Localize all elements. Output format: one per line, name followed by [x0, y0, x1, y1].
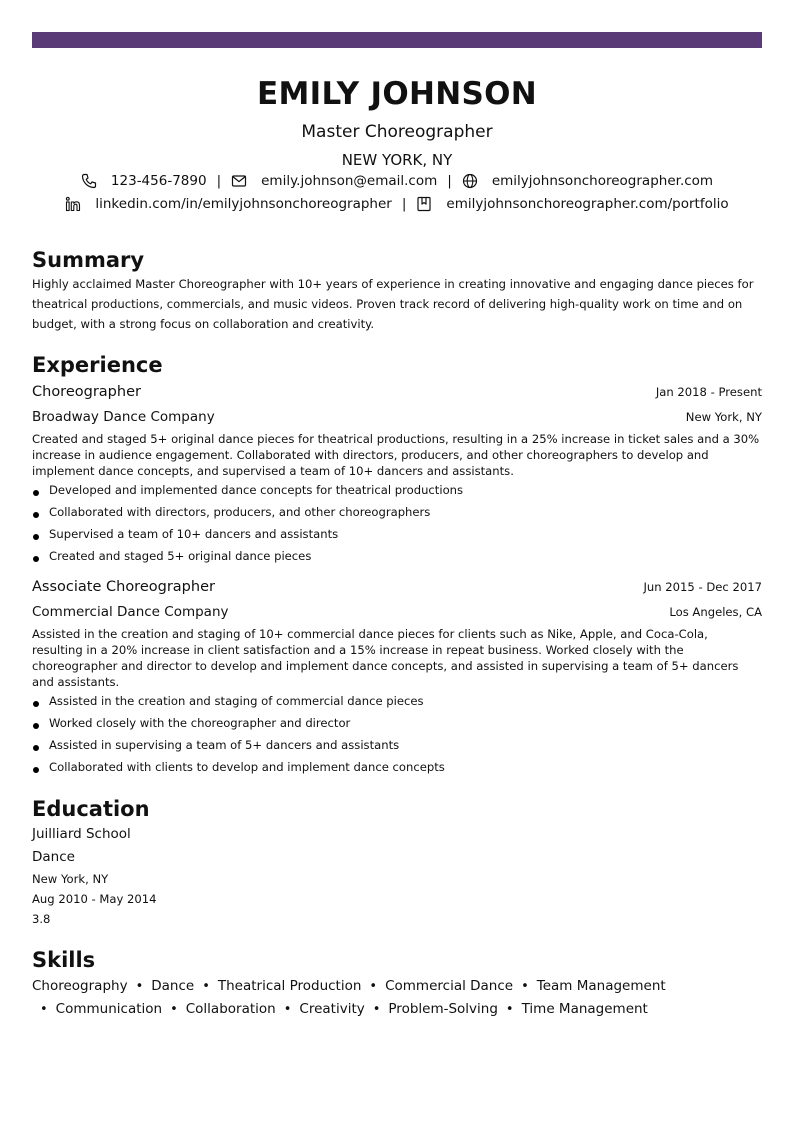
- job-location: Los Angeles, CA: [669, 605, 762, 619]
- skill-item: Commercial Dance: [385, 978, 514, 994]
- job-bullet: Worked closely with the choreographer and director: [32, 715, 762, 731]
- education-dates: Aug 2010 - May 2014: [32, 892, 157, 906]
- job-company-row: [32, 597, 762, 622]
- skill-item: Collaboration: [185, 1001, 276, 1017]
- contact-row-primary: [32, 172, 762, 190]
- skills-list: [32, 975, 672, 1021]
- job-bullet: Assisted in supervising a team of 5+ dancers and assistants: [32, 737, 762, 753]
- job-title: Choreographer: [32, 384, 141, 400]
- job-bullet: Collaborated with directors, producers, and other choreographers: [32, 504, 762, 520]
- skill-separator: •: [372, 1002, 381, 1017]
- job-bullet: Assisted in the creation and staging of commercial dance pieces: [32, 693, 762, 709]
- summary-text: Highly acclaimed Master Choreographer with 10+ years of experience in creating innovative and engaging dance pieces for theatrical productions, commercials, and music videos. Proven track record of delivering high-quality work on time and on budget, with a strong focus on collaboration and creativity.: [32, 277, 754, 331]
- skill-item: Theatrical Production: [217, 978, 362, 994]
- job-bullet: Developed and implemented dance concepts for theatrical productions: [32, 482, 762, 498]
- candidate-title: Master Choreographer: [301, 122, 493, 142]
- candidate-location: NEW YORK, NY: [341, 151, 453, 169]
- globe-icon: [462, 173, 478, 189]
- job-description: Created and staged 5+ original dance pieces for theatrical productions, resulting in a 25% increase in ticket sales and a 30% increase in audience engagement. Collaborated with directors, producers, and other choreographers to develop and implement dance concepts, and supervised a team of 10+ dancers and assistants.: [32, 432, 760, 478]
- contact-row-secondary: [32, 195, 762, 213]
- contact-separator: |: [401, 196, 407, 212]
- skill-item: Choreography: [32, 978, 128, 994]
- education-school: Juilliard School: [32, 826, 131, 842]
- job-entry: [32, 382, 762, 564]
- skill-item: Dance: [151, 978, 195, 994]
- skill-separator: •: [369, 979, 378, 994]
- job-bullet: Created and staged 5+ original dance pieces: [32, 548, 762, 564]
- mail-icon: [231, 173, 247, 189]
- job-dates: Jan 2018 - Present: [655, 385, 762, 399]
- accent-bar: [32, 32, 762, 48]
- skill-item: Time Management: [521, 1001, 648, 1017]
- email-link[interactable]: emily.johnson@email.com: [261, 173, 438, 189]
- portfolio-icon: [416, 196, 432, 212]
- skill-separator: •: [283, 1002, 292, 1017]
- job-company-row: [32, 402, 762, 427]
- job-title-row: [32, 382, 762, 402]
- candidate-name: EMILY JOHNSON: [256, 76, 538, 112]
- job-title: Associate Choreographer: [32, 579, 215, 595]
- skill-item: Creativity: [299, 1001, 365, 1017]
- skills-heading: Skills: [32, 948, 96, 972]
- skill-separator: •: [40, 1002, 48, 1017]
- skill-separator: •: [202, 979, 210, 994]
- website-link[interactable]: emilyjohnsonchoreographer.com: [491, 173, 714, 189]
- skill-separator: •: [135, 979, 144, 994]
- summary-heading: Summary: [32, 248, 145, 272]
- job-bullet: Collaborated with clients to develop and implement dance concepts: [32, 759, 762, 775]
- job-entry: [32, 577, 762, 775]
- education-location: New York, NY: [32, 872, 109, 886]
- portfolio-link[interactable]: emilyjohnsonchoreographer.com/portfolio: [446, 196, 729, 212]
- phone-number[interactable]: 123-456-7890: [110, 173, 207, 189]
- job-company: Broadway Dance Company: [32, 409, 215, 425]
- job-company: Commercial Dance Company: [32, 604, 229, 620]
- education-heading: Education: [32, 797, 150, 821]
- resume-page: [32, 32, 762, 1021]
- education-gpa: 3.8: [32, 912, 51, 926]
- job-bullet: Supervised a team of 10+ dancers and assistants: [32, 526, 762, 542]
- skill-separator: •: [521, 979, 529, 994]
- skill-separator: •: [505, 1002, 514, 1017]
- linkedin-link[interactable]: linkedin.com/in/emilyjohnsonchoreographer: [95, 196, 392, 212]
- phone-icon: [81, 173, 97, 189]
- experience-heading: Experience: [32, 353, 163, 377]
- job-description: Assisted in the creation and staging of 10+ commercial dance pieces for clients such as Nike, Apple, and Coca-Cola, resulting in a 20% increase in client satisfaction and a 15% increase in repeat business. Worked closely with the choreographer and director to develop and implement dance concepts, and assisted in supervising a team of 5+ dancers and assistants.: [32, 627, 739, 689]
- job-title-row: [32, 577, 762, 597]
- job-dates: Jun 2015 - Dec 2017: [643, 580, 762, 594]
- linkedin-icon: [65, 196, 81, 212]
- skill-item: Team Management: [536, 978, 666, 994]
- contact-separator: |: [447, 173, 452, 189]
- job-bullets: [32, 482, 762, 564]
- skill-separator: •: [170, 1002, 178, 1017]
- job-location: New York, NY: [685, 410, 762, 424]
- skill-item: Communication: [55, 1001, 163, 1017]
- contact-separator: |: [216, 173, 222, 189]
- skill-item: Problem-Solving: [388, 1001, 498, 1017]
- job-bullets: [32, 693, 762, 775]
- education-degree: Dance: [32, 849, 75, 865]
